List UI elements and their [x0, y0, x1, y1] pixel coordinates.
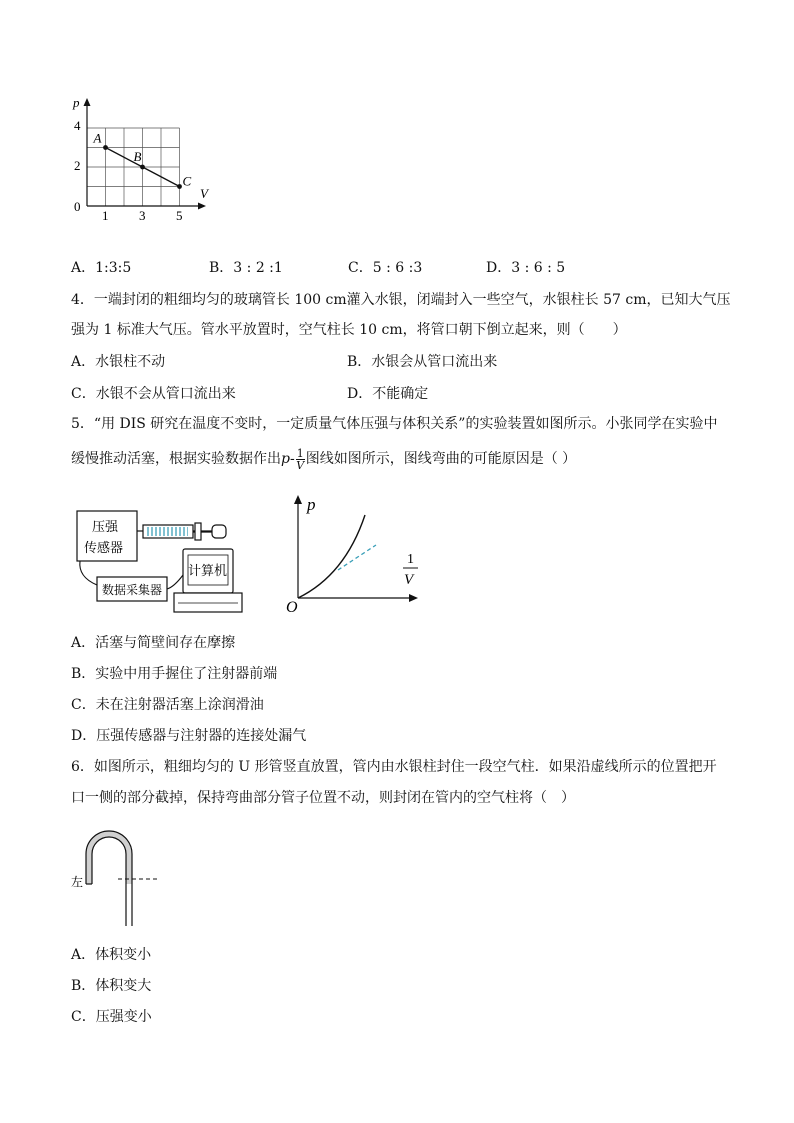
pv-point-label-c: C — [182, 173, 192, 189]
q3-option-b-letter: B． — [209, 260, 234, 276]
q6-stem-line-2: 口一侧的部分截掉，保持弯曲部分管子位置不动，则封闭在管内的空气柱将（ ） — [71, 790, 575, 806]
computer — [174, 549, 242, 612]
pv-y-tick-2: 2 — [74, 158, 81, 173]
q4-option-c-letter: C． — [71, 386, 96, 402]
q5-stem-fraction-den: V — [296, 458, 305, 472]
q3-option-a[interactable] — [71, 258, 131, 278]
q5-option-b-text: 实验中用手握住了注射器前端 — [95, 666, 278, 682]
pv-graph — [60, 90, 220, 225]
pv-point-c — [177, 184, 182, 189]
q3-option-a-text: 1:3:5 — [95, 260, 132, 276]
q5-option-c-text: 未在注射器活塞上涂润滑油 — [95, 697, 264, 713]
q6-option-c-text: 压强变小 — [95, 1009, 152, 1025]
pv-point-b — [140, 165, 145, 170]
graph-origin-label: O — [286, 599, 298, 616]
pv-series — [93, 131, 192, 189]
q4-option-b[interactable] — [347, 352, 497, 372]
graph-p-label: p — [307, 495, 316, 514]
pv-point-label-b: B — [133, 149, 142, 164]
q3-option-d[interactable] — [486, 258, 565, 278]
q6-option-a-text: 体积变小 — [95, 947, 152, 963]
pv-x-tick-3: 3 — [139, 208, 146, 223]
u-tube-left-label: 左 — [71, 875, 84, 889]
q5-stem-line-2 — [71, 444, 576, 474]
u-tube-inner — [92, 837, 126, 926]
q6-option-b[interactable] — [71, 976, 151, 996]
q6-option-c-letter: C． — [71, 1009, 96, 1025]
q4-option-d-letter: D． — [347, 386, 373, 402]
q5-option-d-text: 压强传感器与注射器的连接处漏气 — [96, 728, 307, 744]
mercury-column — [86, 831, 132, 884]
q4-stem-line-2: 强为 1 标准大气压。管水平放置时，空气柱长 10 cm，将管口朝下倒立起来，则（ ） — [71, 322, 627, 338]
pv-point-a — [103, 145, 108, 150]
q4-stem-line-1: 4．一端封闭的粗细均匀的玻璃管长 100 cm灌入水银，闭端封入一些空气，水银柱长 57 cm，已知大气压 — [71, 292, 731, 308]
q4-option-a-letter: A． — [71, 354, 96, 370]
q5-stem-line-1: 5．“用 DIS 研究在温度不变时，一定质量气体压强与体积关系”的实验装置如图所示。小张同学在实验中 — [71, 416, 718, 432]
q5-stem-fraction — [296, 448, 305, 471]
q5-option-c[interactable] — [71, 695, 264, 715]
measured-curve — [298, 515, 365, 598]
q5-option-c-letter: C． — [71, 697, 96, 713]
q4-option-b-text: 水银会从管口流出来 — [371, 354, 498, 370]
q3-option-b-text: 3 : 2 :1 — [233, 260, 283, 276]
q5-option-d[interactable] — [71, 726, 306, 746]
q4-option-a[interactable] — [71, 352, 165, 372]
pv-axes — [84, 98, 207, 210]
pv-y-tick-4: 4 — [74, 118, 81, 133]
q6-option-c[interactable] — [71, 1007, 152, 1027]
pv-point-label-a: A — [93, 130, 102, 146]
q6-option-a[interactable] — [71, 945, 151, 965]
cable-sensor-collector — [80, 561, 97, 585]
data-collector-label: 数据采集器 — [102, 583, 163, 597]
q4-option-c-text: 水银不会从管口流出来 — [95, 386, 236, 402]
pv-origin-label: 0 — [74, 199, 81, 214]
q3-option-a-letter: A． — [71, 260, 96, 276]
q4-option-c[interactable] — [71, 384, 236, 404]
q5-option-b[interactable] — [71, 664, 277, 684]
q4-option-a-text: 水银柱不动 — [95, 354, 166, 370]
q6-stem-line-1: 6．如图所示，粗细均匀的 U 形管竖直放置，管内由水银柱封住一段空气柱．如果沿虚线所示的位置把开 — [71, 759, 717, 775]
q3-option-c[interactable] — [348, 258, 422, 278]
q5-option-a-letter: A． — [71, 635, 96, 651]
pv-x-tick-5: 5 — [176, 208, 183, 223]
q6-option-b-text: 体积变大 — [95, 978, 152, 994]
cable-collector-computer — [167, 575, 183, 589]
pressure-sensor-label-1: 压强 — [92, 519, 119, 534]
q5-stem-fraction-num: 1 — [296, 446, 304, 460]
q6-option-a-letter: A． — [71, 947, 96, 963]
q5-option-a-text: 活塞与简壁间存在摩擦 — [95, 635, 236, 651]
pv-x-label: V — [200, 186, 208, 201]
q3-option-d-letter: D． — [486, 260, 512, 276]
graph-x-label-den: V — [404, 572, 414, 588]
q5-stem-dash: - — [289, 451, 295, 467]
pv-x-tick-1: 1 — [102, 208, 109, 223]
q5-option-d-letter: D． — [71, 728, 97, 744]
q3-option-c-text: 5 : 6 :3 — [372, 260, 423, 276]
q3-option-b[interactable] — [209, 258, 283, 278]
pressure-sensor-label-2: 传感器 — [84, 540, 124, 555]
q5-option-a[interactable] — [71, 633, 235, 653]
p-inverse-v-graph — [280, 490, 430, 620]
q5-option-b-letter: B． — [71, 666, 96, 682]
q3-option-d-text: 3 : 6 : 5 — [511, 260, 566, 276]
q4-option-b-letter: B． — [347, 354, 372, 370]
graph-x-label-num: 1 — [407, 552, 414, 567]
dis-apparatus — [70, 495, 250, 620]
q5-stem-variable-p: p — [281, 451, 290, 467]
q4-option-d[interactable] — [347, 384, 428, 404]
q5-stem-line-2-pre: 缓慢推动活塞，根据实验数据作出 — [71, 451, 281, 467]
q4-option-d-text: 不能确定 — [372, 386, 429, 402]
pv-y-label: p — [73, 95, 80, 110]
q6-option-b-letter: B． — [71, 978, 96, 994]
computer-label: 计算机 — [188, 563, 228, 578]
syringe — [137, 523, 226, 540]
u-tube-figure — [68, 818, 168, 930]
q3-option-c-letter: C． — [348, 260, 373, 276]
q5-stem-line-2-post: 图线如图所示，图线弯曲的可能原因是（ ） — [305, 451, 577, 467]
